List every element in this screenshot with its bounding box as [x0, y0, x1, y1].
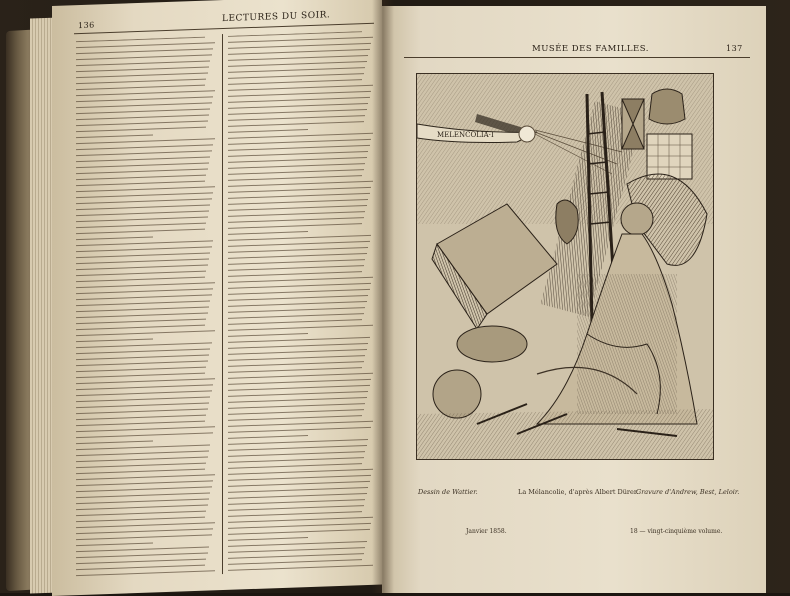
text-line: [228, 163, 365, 169]
text-line: [76, 444, 210, 450]
text-line: [228, 169, 364, 175]
text-line: [76, 271, 206, 277]
text-line: [76, 300, 210, 306]
text-line: [228, 505, 364, 511]
text-line: [228, 181, 373, 187]
text-line: [76, 265, 208, 271]
left-running-head: LECTURES DU SOIR.: [222, 10, 331, 25]
text-line: [228, 253, 367, 259]
header-rule: [404, 57, 750, 58]
text-line: [228, 511, 362, 517]
text-line: [76, 517, 205, 522]
text-line: [228, 427, 371, 433]
text-line: [76, 542, 153, 546]
text-line: [76, 511, 206, 517]
text-line: [228, 391, 368, 397]
text-line: [228, 103, 368, 109]
text-line: [76, 127, 206, 133]
text-line: [76, 259, 209, 265]
right-running-head: MUSÉE DES FAMILLES.: [532, 44, 649, 54]
text-line: [76, 229, 205, 234]
text-line: [228, 37, 373, 43]
text-line: [76, 570, 215, 576]
text-line: [76, 204, 210, 210]
text-line: [76, 499, 209, 505]
column-divider: [222, 34, 223, 574]
text-line: [76, 307, 209, 313]
text-line: [76, 85, 205, 90]
text-line: [76, 522, 215, 528]
text-line: [228, 475, 371, 481]
angel-head: [621, 203, 653, 235]
text-line: [76, 67, 209, 73]
text-line: [76, 236, 153, 240]
text-line: [228, 231, 308, 235]
text-line: [228, 385, 370, 391]
text-line: [228, 559, 362, 565]
bell-icon: [649, 89, 685, 124]
text-line: [76, 90, 215, 96]
text-line: [76, 150, 212, 156]
footer-date: Janvier 1858.: [466, 528, 507, 535]
text-line: [76, 378, 215, 384]
text-line: [228, 337, 370, 343]
text-line: [228, 451, 365, 457]
text-line: [228, 517, 373, 523]
text-line: [228, 349, 367, 355]
text-line: [228, 565, 373, 571]
text-line: [228, 91, 371, 97]
text-line: [228, 73, 364, 79]
text-line: [76, 192, 213, 198]
text-line: [228, 97, 370, 103]
text-line: [228, 187, 371, 193]
text-line: [228, 499, 365, 505]
text-line: [76, 169, 208, 175]
text-line: [76, 355, 209, 361]
text-line: [76, 144, 213, 150]
text-line: [228, 367, 362, 373]
text-line: [76, 108, 210, 114]
text-line: [76, 211, 209, 217]
text-line: [228, 109, 367, 115]
text-line: [76, 338, 153, 342]
text-line: [76, 534, 212, 540]
text-line: [228, 247, 368, 253]
text-line: [228, 283, 371, 289]
left-text-column-2: [228, 31, 374, 576]
text-line: [76, 79, 206, 85]
text-line: [76, 432, 213, 438]
text-line: [228, 553, 364, 559]
text-line: [76, 396, 210, 402]
text-line: [76, 60, 210, 66]
text-line: [76, 115, 209, 121]
text-line: [76, 492, 210, 498]
text-line: [76, 559, 206, 565]
text-line: [228, 121, 364, 127]
text-line: [76, 361, 208, 367]
text-line: [228, 43, 371, 49]
text-line: [228, 343, 368, 349]
text-line: [228, 493, 367, 499]
text-line: [76, 121, 208, 127]
text-line: [76, 217, 208, 223]
text-line: [76, 252, 210, 258]
text-line: [228, 193, 370, 199]
text-line: [228, 175, 362, 181]
text-line: [228, 537, 308, 541]
text-line: [228, 481, 370, 487]
text-line: [76, 288, 213, 294]
text-line: [76, 240, 213, 246]
text-line: [76, 313, 208, 319]
text-line: [228, 79, 362, 85]
book-gutter: [372, 0, 394, 593]
text-line: [228, 277, 373, 283]
text-line: [76, 325, 205, 330]
sphere: [433, 370, 481, 418]
melencolia-banner: MELENCOLIA·I: [437, 131, 494, 139]
text-line: [228, 115, 365, 121]
text-line: [228, 295, 368, 301]
text-line: [228, 541, 367, 547]
text-line: [228, 445, 367, 451]
text-line: [228, 403, 365, 409]
text-line: [228, 259, 365, 265]
text-line: [228, 133, 373, 139]
text-line: [76, 415, 206, 421]
text-line: [76, 480, 213, 486]
text-line: [228, 439, 368, 445]
text-line: [228, 355, 365, 361]
text-line: [76, 134, 153, 138]
left-text-column-1: [76, 36, 216, 581]
text-line: [76, 181, 205, 186]
text-line: [228, 211, 365, 217]
text-line: [76, 457, 208, 463]
text-line: [76, 547, 209, 553]
text-line: [76, 565, 205, 570]
text-line: [228, 307, 365, 313]
text-line: [228, 379, 371, 385]
text-line: [228, 523, 371, 529]
magic-square: [647, 134, 692, 179]
text-line: [228, 145, 370, 151]
text-line: [228, 325, 373, 331]
text-line: [228, 487, 368, 493]
text-line: [228, 529, 370, 535]
caption-draftsman: Dessin de Wattier.: [418, 488, 478, 496]
text-line: [76, 163, 209, 169]
text-line: [228, 397, 367, 403]
text-line: [76, 186, 215, 192]
text-line: [76, 198, 212, 204]
text-line: [76, 156, 210, 162]
text-line: [76, 403, 209, 409]
text-line: [76, 348, 210, 354]
text-line: [228, 373, 373, 379]
text-line: [228, 223, 362, 229]
text-line: [76, 342, 212, 348]
text-line: [228, 241, 370, 247]
text-line: [228, 151, 368, 157]
text-line: [76, 384, 213, 390]
text-line: [76, 54, 212, 60]
footer-volume: 18 — vingt-cinquième volume.: [630, 528, 723, 535]
text-line: [76, 294, 212, 300]
text-line: [228, 205, 367, 211]
text-line: [76, 37, 205, 42]
left-page: [52, 0, 382, 596]
right-page-number: 137: [726, 44, 743, 53]
text-line: [76, 246, 212, 252]
text-line: [228, 55, 368, 61]
text-line: [228, 469, 373, 475]
text-line: [228, 409, 364, 415]
text-line: [76, 426, 215, 432]
left-page-number: 136: [78, 20, 95, 31]
text-line: [76, 451, 209, 457]
text-line: [228, 61, 367, 67]
text-line: [76, 469, 205, 474]
text-line: [228, 67, 365, 73]
text-line: [228, 85, 373, 91]
text-line: [76, 505, 208, 511]
text-line: [76, 96, 213, 102]
text-line: [76, 409, 208, 415]
text-line: [76, 373, 205, 378]
text-line: [76, 463, 206, 469]
text-line: [76, 282, 215, 288]
text-line: [228, 301, 367, 307]
text-line: [76, 42, 215, 48]
text-line: [228, 31, 362, 37]
text-line: [76, 528, 213, 534]
text-line: [228, 421, 373, 427]
text-line: [228, 547, 365, 553]
text-line: [76, 367, 206, 373]
text-line: [76, 553, 208, 559]
text-line: [228, 289, 370, 295]
caption-title: La Mélancolie, d'après Albert Dürer.: [518, 488, 639, 496]
text-line: [76, 486, 212, 492]
text-line: [228, 435, 308, 439]
text-line: [76, 319, 206, 325]
engraving-illustration: [417, 74, 713, 459]
text-line: [228, 157, 367, 163]
text-line: [228, 199, 368, 205]
text-line: [76, 474, 215, 480]
text-line: [228, 49, 370, 55]
melencolia-engraving: [416, 73, 714, 460]
text-line: [228, 457, 364, 463]
text-line: [228, 271, 362, 277]
text-line: [76, 138, 215, 144]
sleeping-dog: [457, 326, 527, 362]
text-line: [76, 223, 206, 229]
text-line: [76, 277, 205, 282]
text-line: [76, 421, 205, 426]
text-line: [76, 440, 153, 444]
text-line: [76, 73, 208, 79]
text-line: [228, 235, 371, 241]
text-line: [228, 129, 308, 133]
text-line: [76, 175, 206, 181]
text-line: [76, 102, 212, 108]
text-line: [76, 330, 215, 336]
text-line: [228, 217, 364, 223]
text-line: [228, 139, 371, 145]
text-line: [228, 333, 308, 337]
text-line: [228, 319, 362, 325]
text-line: [76, 48, 213, 54]
text-line: [76, 390, 212, 396]
caption-engraver: Gravure d'Andrew, Best, Leloir.: [636, 488, 740, 496]
text-line: [228, 265, 364, 271]
text-line: [228, 463, 362, 469]
text-line: [228, 361, 364, 367]
text-line: [228, 415, 362, 421]
text-line: [228, 313, 364, 319]
